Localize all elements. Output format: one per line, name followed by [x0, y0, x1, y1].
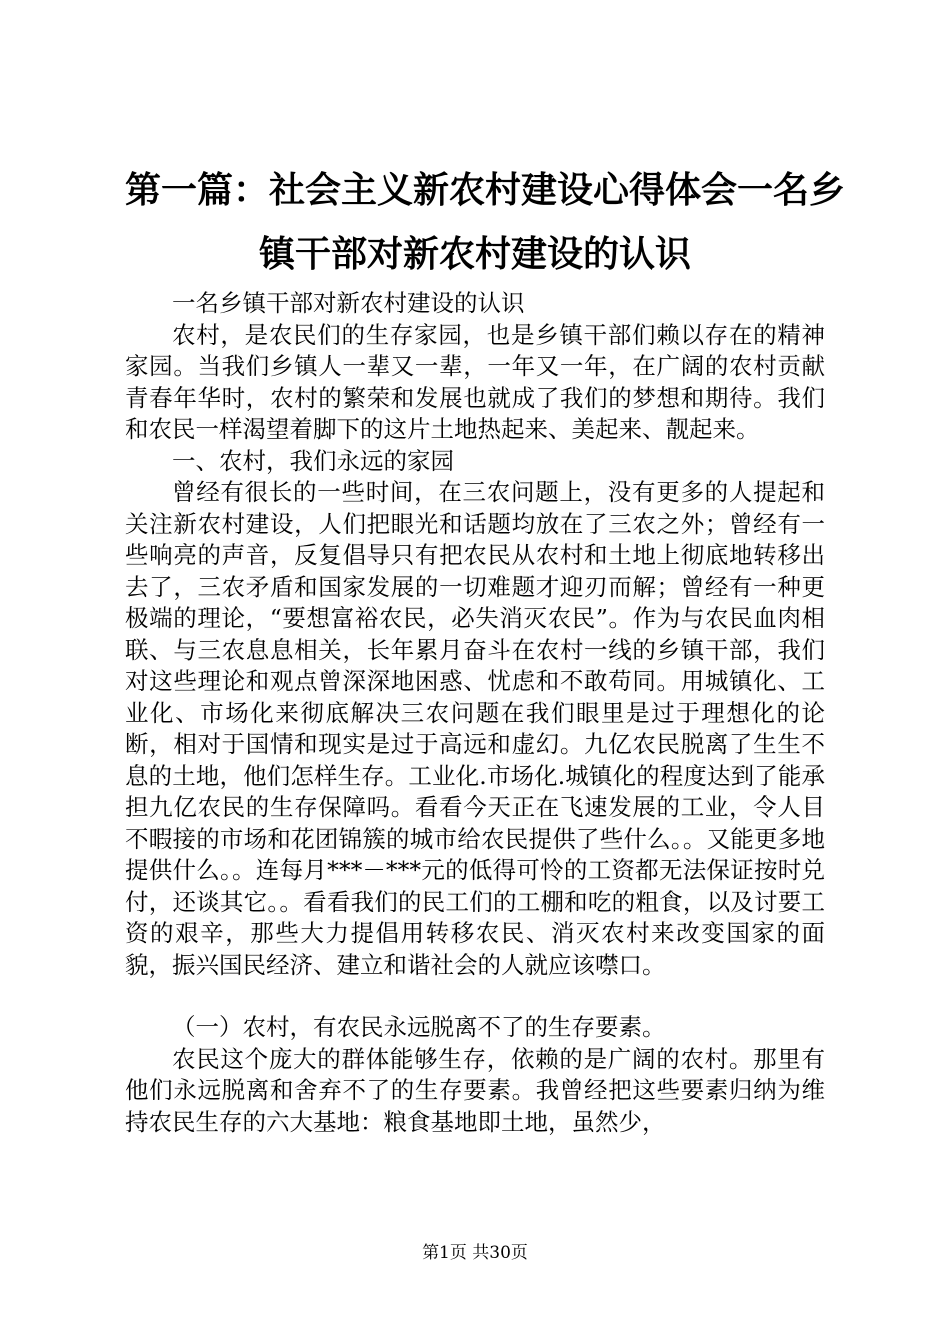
- title-line-2: 镇干部对新农村建设的认识: [258, 233, 691, 275]
- subtitle-paragraph: 一名乡镇干部对新农村建设的认识: [172, 289, 525, 317]
- body-paragraph: 农村，是农民们的生存家园，也是乡镇干部们赖以存在的精神家园。当我们乡镇人一辈又一辈，一年又一年，在广阔的农村贡献青春年华时，农村的繁荣和发展也就成了我们的梦想和期待。我们和农民一样渴望着脚下的这片土地热起来、美起来、靓起来。: [125, 320, 825, 443]
- title-line-1: 第一篇：社会主义新农村建设心得体会一名乡: [125, 169, 846, 211]
- section-heading: 一、农村，我们永远的家园: [172, 446, 454, 475]
- body-paragraph: 曾经有很长的一些时间，在三农问题上，没有更多的人提起和关注新农村建设，人们把眼光和话题均放在了三农之外；曾经有一些响亮的声音，反复倡导只有把农民从农村和土地上彻底地转移出去了，三农矛盾和国家发展的一切难题才迎刃而解；曾经有一种更极端的理论，“要想富裕农民，必失消灭农民”。作为与农民血肉相联、与三农息息相关，长年累月奋斗在农村一线的乡镇干部，我们对这些理论和观点曾深深地困惑、忧虑和不敢苟同。用城镇化、工业化、市场化来彻底解决三农问题在我们眼里是过于理想化的论断，相对于国情和现实是过于高远和虚幻。九亿农民脱离了生生不息的土地，他们怎样生存。工业化.市场化.城镇化的程度达到了能承担九亿农民的生存保障吗。看看今天正在飞速发展的工业，令人目不暇接的市场和花团锦簇的城市给农民提供了些什么。。又能更多地提供什么。。连每月***－***元的低得可怜的工资都无法保证按时兑付，还谈其它。。看看我们的民工们的工棚和吃的粗食，以及讨要工资的艰辛，那些大力提倡用转移农民、消灭农村来改变国家的面貌，振兴国民经济、建立和谐社会的人就应该噤口。: [125, 478, 825, 979]
- subsection-heading: （一）农村，有农民永远脱离不了的生存要素。: [172, 1013, 666, 1041]
- document-title: [125, 158, 846, 286]
- body-paragraph: 农民这个庞大的群体能够生存，依赖的是广阔的农村。那里有他们永远脱离和舍弃不了的生存要素。我曾经把这些要素归纳为维持农民生存的六大基地：粮食基地即土地，虽然少，: [125, 1044, 825, 1136]
- page-footer: 第1页 共30页: [422, 1243, 528, 1263]
- document-body: [125, 288, 825, 1138]
